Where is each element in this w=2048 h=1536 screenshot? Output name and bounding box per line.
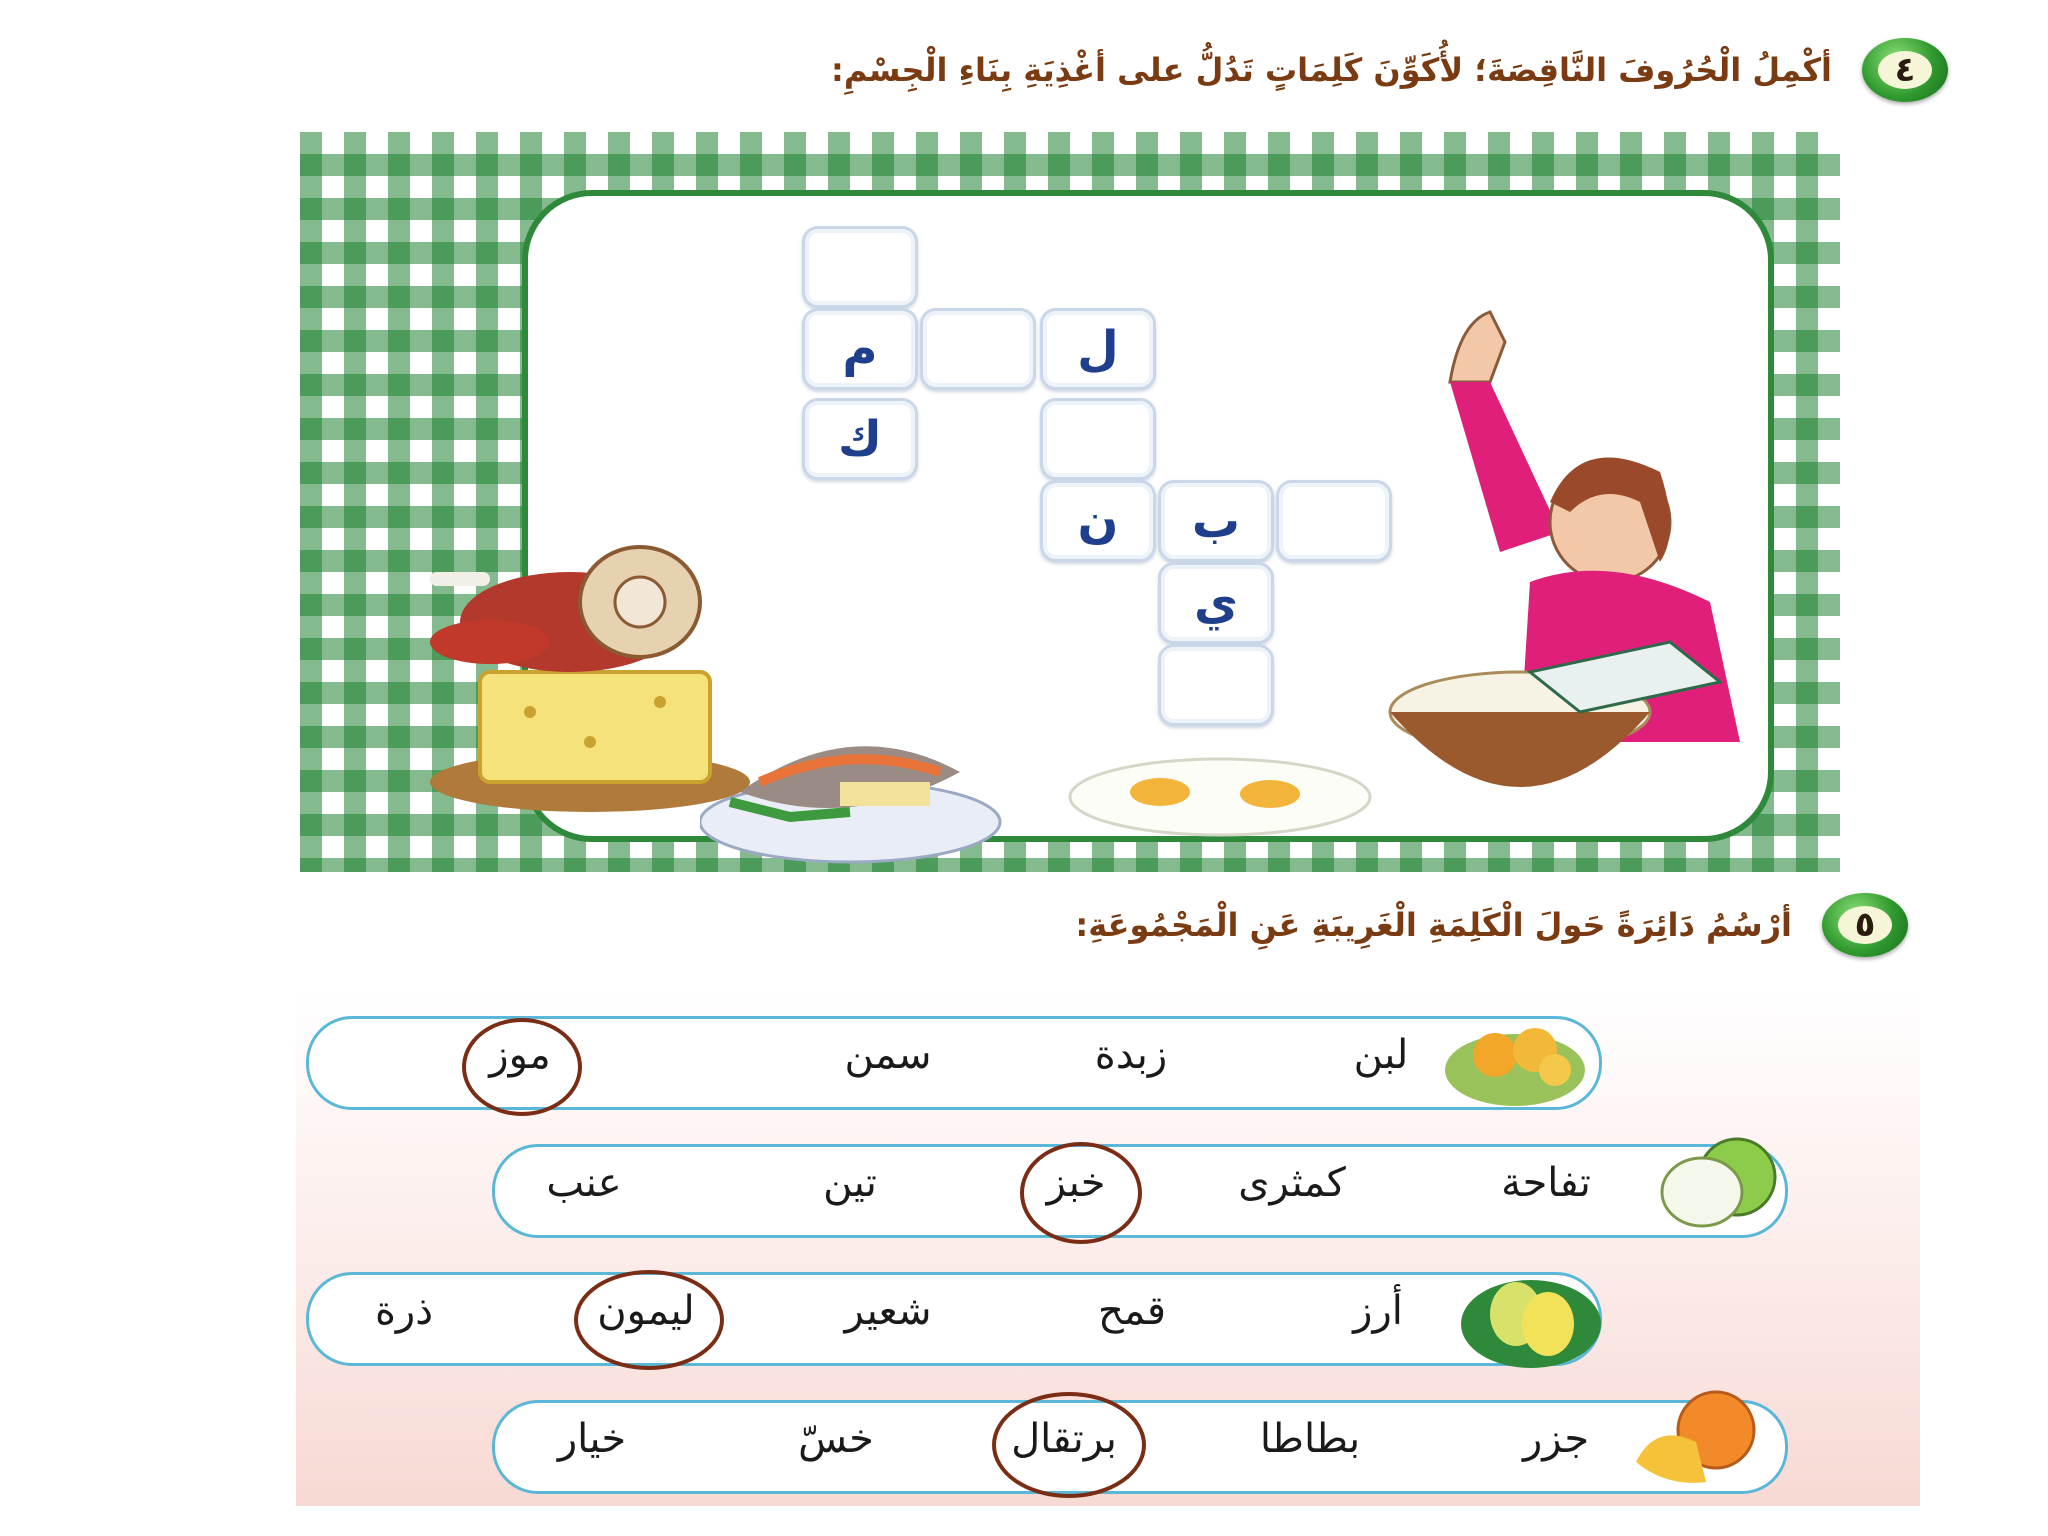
row-4-word-4[interactable]: خسّ [798,1416,874,1462]
crossword-cell-mid[interactable] [920,308,1036,390]
crossword-cell-mim[interactable]: م [802,308,918,390]
row-1-word-4[interactable]: موز [489,1032,551,1078]
girl-reading-illustration [1340,302,1770,822]
crossword-cell-lam[interactable]: ل [1040,308,1156,390]
row-3-circle-mark [574,1270,724,1370]
exercise-5-instruction: أرْسُمُ دَائِرَةً حَولَ الْكَلِمَةِ الْغَرِيبَةِ عَنِ الْمَجْمُوعَةِ: [1075,906,1792,944]
row-2-word-4[interactable]: تين [823,1160,877,1206]
row-4-circle-mark [992,1392,1146,1498]
exercise-4-header [831,38,1948,102]
row-4-word-1[interactable]: جزر [1522,1416,1590,1462]
row-2-word-5[interactable]: عنب [546,1160,622,1206]
row-1-word-2[interactable]: زبدة [1094,1032,1168,1078]
row-1-word-3[interactable]: سمن [844,1032,932,1078]
row-3-word-3[interactable]: شعير [844,1288,932,1334]
apple-icon [1652,1132,1792,1242]
row-4-word-5[interactable]: خيار [557,1416,627,1462]
row-3-word-2[interactable]: قمح [1097,1288,1167,1334]
exercise-4-number-badge [1862,38,1948,102]
fruit-plate-icon [1440,1010,1590,1110]
crossword-cell-nun[interactable]: ن [1040,480,1156,562]
row-3-word-4[interactable]: ليمون [597,1288,695,1334]
exercise-5-number: ٥ [1838,906,1892,944]
crossword-cell-blank2[interactable] [1040,398,1156,480]
crossword-cell-ba[interactable]: ب [1158,480,1274,562]
crossword-panel [300,132,1840,872]
row-2-word-1[interactable]: تفاحة [1501,1160,1591,1206]
pear-icon [1456,1254,1606,1374]
fish-plate-illustration [700,652,1020,872]
row-1-circle-mark [462,1018,582,1116]
row-1-word-1[interactable]: لبن [1353,1032,1409,1078]
row-2-word-3[interactable]: خبز [1046,1160,1106,1206]
row-3-word-1[interactable]: أرز [1353,1288,1403,1334]
odd-word-out-area [296,990,1920,1506]
crossword-cell-bottom[interactable] [1158,644,1274,726]
crossword-cell-kaf[interactable]: ك [802,398,918,480]
exercise-4-number: ٤ [1878,51,1932,89]
exercise-5-header [1075,893,1908,957]
row-3-word-5[interactable]: ذرة [374,1288,434,1334]
row-4-word-3[interactable]: برتقال [1011,1416,1117,1462]
crossword-cell-ya[interactable]: ي [1158,562,1274,644]
row-2-word-2[interactable]: كمثرى [1238,1160,1346,1206]
word-row-3 [306,1272,1602,1366]
fried-eggs-illustration [1060,752,1380,842]
row-4-word-2[interactable]: بطاطا [1259,1416,1361,1462]
crossword-cell-top[interactable] [802,226,918,308]
orange-icon [1626,1382,1766,1492]
row-2-circle-mark [1020,1142,1142,1244]
exercise-4-instruction: أكْمِلُ الْحُرُوفَ النَّاقِصَةَ؛ لأُكَوِّنَ كَلِمَاتٍ تَدُلُّ على أغْذِيَةِ بِنَاءِ الْجِسْمِ: [831,51,1832,89]
exercise-5-number-badge [1822,893,1908,957]
